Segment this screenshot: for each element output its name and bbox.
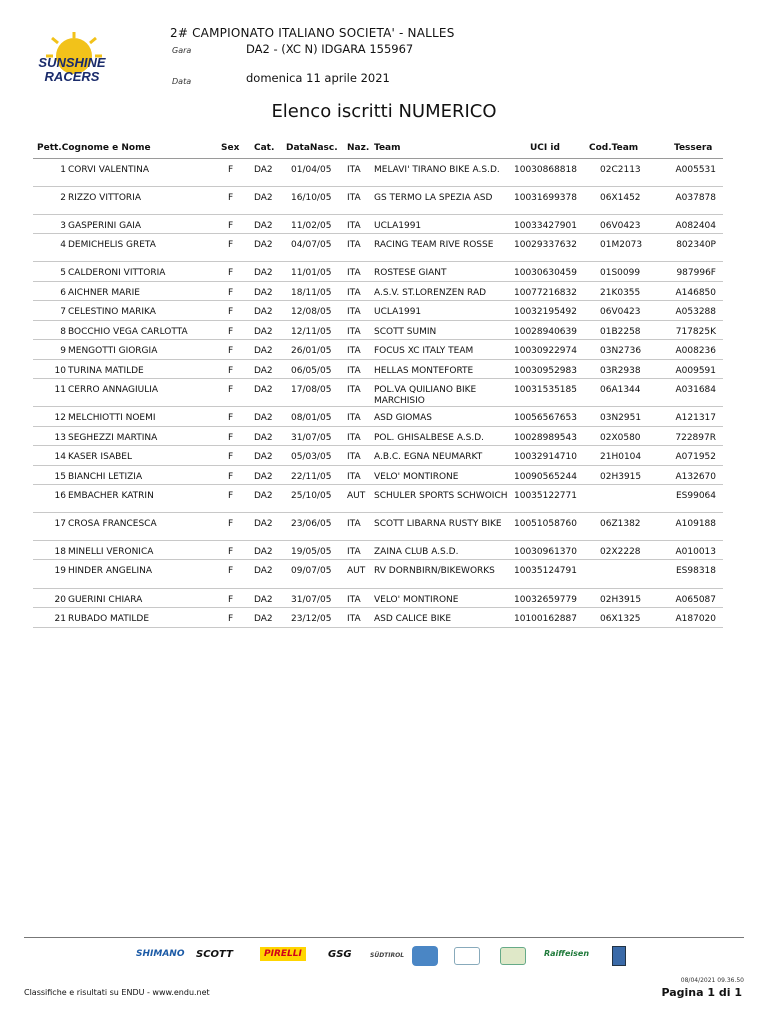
entry-team-code: 02H3915 <box>600 595 642 605</box>
entry-team-code: 03N2736 <box>600 346 642 356</box>
entry-tessera: ES99064 <box>675 491 716 501</box>
entry-nation: ITA <box>347 366 361 376</box>
entry-uci-id: 10056567653 <box>514 413 577 423</box>
source-note: Classifiche e risultati su ENDU - www.endu.net <box>24 988 210 997</box>
entry-team: POL.VA QUILIANO BIKE MARCHISIO <box>374 385 477 406</box>
entry-name: AICHNER MARIE <box>68 288 140 298</box>
entry-name: GUERINI CHIARA <box>68 595 143 605</box>
entry-number: 15 <box>54 472 66 482</box>
entry-category: DA2 <box>254 452 273 462</box>
entry-name: RUBADO MATILDE <box>68 614 150 624</box>
entry-category: DA2 <box>254 566 273 576</box>
entry-uci-id: 10035122771 <box>514 491 577 501</box>
entry-sex: F <box>228 452 234 462</box>
entry-number: 2 <box>60 193 66 203</box>
sponsor-shimano: SHIMANO <box>136 949 185 959</box>
entry-number: 19 <box>54 566 66 576</box>
entry-team: SCOTT SUMIN <box>374 327 437 337</box>
entry-number: 12 <box>54 413 66 423</box>
entry-tessera: A053288 <box>675 307 716 317</box>
entry-team-code: 02C2113 <box>600 165 641 175</box>
entry-team-code: 02X2228 <box>600 547 641 557</box>
entry-team: GS TERMO LA SPEZIA ASD <box>374 193 493 203</box>
sunshine-racers-logo <box>22 32 122 90</box>
entry-tessera: A109188 <box>675 519 716 529</box>
entry-sex: F <box>228 519 234 529</box>
entry-uci-id: 10090565244 <box>514 472 577 482</box>
entry-category: DA2 <box>254 595 273 605</box>
entry-team: HELLAS MONTEFORTE <box>374 366 474 376</box>
entry-name: KASER ISABEL <box>68 452 132 462</box>
entry-sex: F <box>228 327 234 337</box>
sponsor-crest <box>612 946 626 966</box>
entry-name: BOCCHIO VEGA CARLOTTA <box>68 327 188 337</box>
entry-category: DA2 <box>254 307 273 317</box>
entry-category: DA2 <box>254 268 273 278</box>
entry-birthdate: 25/10/05 <box>291 491 332 501</box>
timestamp: 08/04/2021 09.36.50 <box>680 977 744 984</box>
row-divider <box>33 300 723 301</box>
col-cat: Cat. <box>254 143 275 153</box>
entry-sex: F <box>228 413 234 423</box>
entry-name: MENGOTTI GIORGIA <box>68 346 158 356</box>
header-rule <box>33 158 723 159</box>
svg-text:SUNSHINE: SUNSHINE <box>38 55 106 70</box>
entry-team: POL. GHISALBESE A.S.D. <box>374 433 485 443</box>
entry-category: DA2 <box>254 366 273 376</box>
entry-team-code: 01M2073 <box>600 240 643 250</box>
entry-name: CALDERONI VITTORIA <box>68 268 166 278</box>
entry-number: 13 <box>54 433 66 443</box>
entry-team: RV DORNBIRN/BIKEWORKS <box>374 566 495 576</box>
entry-number: 3 <box>60 221 66 231</box>
entry-birthdate: 31/07/05 <box>291 433 332 443</box>
entry-name: SEGHEZZI MARTINA <box>68 433 158 443</box>
entry-uci-id: 10030961370 <box>514 547 577 557</box>
col-date: DataNasc. <box>286 143 338 153</box>
entry-tessera: 802340P <box>676 240 716 250</box>
entry-team: A.S.V. ST.LORENZEN RAD <box>374 288 487 298</box>
entry-uci-id: 10032195492 <box>514 307 577 317</box>
entry-uci-id: 10032659779 <box>514 595 577 605</box>
entry-team: A.B.C. EGNA NEUMARKT <box>374 452 483 462</box>
entry-team-code: 06X1325 <box>600 614 641 624</box>
entry-team-code: 06A1344 <box>600 385 641 395</box>
entry-birthdate: 19/05/05 <box>291 547 332 557</box>
svg-text:RACERS: RACERS <box>44 69 100 84</box>
row-divider <box>33 214 723 215</box>
row-divider <box>33 607 723 608</box>
entry-uci-id: 10030630459 <box>514 268 577 278</box>
entry-birthdate: 08/01/05 <box>291 413 332 423</box>
entry-sex: F <box>228 288 234 298</box>
entry-uci-id: 10030868818 <box>514 165 577 175</box>
entry-birthdate: 26/01/05 <box>291 346 332 356</box>
entry-birthdate: 04/07/05 <box>291 240 332 250</box>
entry-sex: F <box>228 566 234 576</box>
entry-sex: F <box>228 307 234 317</box>
entry-number: 14 <box>54 452 66 462</box>
row-divider <box>33 484 723 485</box>
entry-uci-id: 10051058760 <box>514 519 577 529</box>
entry-nation: ITA <box>347 385 361 395</box>
entry-team-code: 02X0580 <box>600 433 641 443</box>
col-tessera: Tessera <box>674 143 713 153</box>
gara-label: Gara <box>172 46 192 55</box>
col-uci: UCI id <box>530 143 560 153</box>
row-divider <box>33 320 723 321</box>
entry-nation: ITA <box>347 327 361 337</box>
sponsor-strip <box>136 945 636 973</box>
sponsor-badge-blue <box>412 946 438 966</box>
entry-tessera: A010013 <box>675 547 716 557</box>
entry-team: ASD CALICE BIKE <box>374 614 452 624</box>
entry-tessera: A071952 <box>675 452 716 462</box>
row-divider <box>33 445 723 446</box>
entry-team: MELAVI' TIRANO BIKE A.S.D. <box>374 165 500 175</box>
entry-team: UCLA1991 <box>374 221 422 231</box>
entry-category: DA2 <box>254 165 273 175</box>
entry-nation: ITA <box>347 614 361 624</box>
entry-tessera: 987996F <box>676 268 716 278</box>
entry-category: DA2 <box>254 221 273 231</box>
entry-sex: F <box>228 366 234 376</box>
entry-number: 5 <box>60 268 66 278</box>
col-sex: Sex <box>221 143 240 153</box>
entry-category: DA2 <box>254 193 273 203</box>
entry-nation: ITA <box>347 595 361 605</box>
event-title: 2# CAMPIONATO ITALIANO SOCIETA' - NALLES <box>170 26 455 40</box>
row-divider <box>33 426 723 427</box>
entry-team-code: 06X1452 <box>600 193 641 203</box>
entry-uci-id: 10030952983 <box>514 366 577 376</box>
entry-sex: F <box>228 165 234 175</box>
entry-tessera: A187020 <box>675 614 716 624</box>
entry-tessera: A132670 <box>675 472 716 482</box>
gara-value: DA2 - (XC N) IDGARA 155967 <box>246 42 414 56</box>
entry-sex: F <box>228 385 234 395</box>
entry-birthdate: 18/11/05 <box>291 288 332 298</box>
data-label: Data <box>172 77 192 86</box>
entry-uci-id: 10028989543 <box>514 433 577 443</box>
sponsor-sudtirol: SÜDTIROL <box>370 952 405 959</box>
entry-category: DA2 <box>254 472 273 482</box>
data-value: domenica 11 aprile 2021 <box>246 71 390 85</box>
sponsor-scott: SCOTT <box>196 949 233 960</box>
entry-category: DA2 <box>254 346 273 356</box>
entry-tessera: A065087 <box>675 595 716 605</box>
entry-nation: ITA <box>347 346 361 356</box>
sponsor-raiffeisen: Raiffeisen <box>544 949 590 958</box>
entry-birthdate: 06/05/05 <box>291 366 332 376</box>
entry-team: ZAINA CLUB A.S.D. <box>374 547 459 557</box>
entry-name: BIANCHI LETIZIA <box>68 472 143 482</box>
col-team: Team <box>374 143 401 153</box>
row-divider <box>33 627 723 628</box>
entry-nation: ITA <box>347 519 361 529</box>
entry-number: 21 <box>54 614 66 624</box>
entry-number: 17 <box>54 519 66 529</box>
entry-birthdate: 31/07/05 <box>291 595 332 605</box>
entry-nation: ITA <box>347 472 361 482</box>
row-divider <box>33 588 723 589</box>
entry-sex: F <box>228 240 234 250</box>
entry-number: 9 <box>60 346 66 356</box>
entry-sex: F <box>228 346 234 356</box>
entry-nation: ITA <box>347 268 361 278</box>
entry-birthdate: 11/02/05 <box>291 221 332 231</box>
entry-nation: AUT <box>347 491 366 501</box>
entry-team-code: 21K0355 <box>600 288 641 298</box>
entry-team-code: 02H3915 <box>600 472 642 482</box>
entry-team: UCLA1991 <box>374 307 422 317</box>
entry-tessera: 722897R <box>675 433 716 443</box>
entry-uci-id: 10035124791 <box>514 566 577 576</box>
entry-team-code: 01S0099 <box>600 268 641 278</box>
entry-team: RACING TEAM RIVE ROSSE <box>374 240 494 250</box>
entry-tessera: A005531 <box>675 165 716 175</box>
entry-uci-id: 10100162887 <box>514 614 577 624</box>
entry-number: 1 <box>60 165 66 175</box>
entry-nation: ITA <box>347 413 361 423</box>
entry-sex: F <box>228 433 234 443</box>
entry-sex: F <box>228 472 234 482</box>
entry-number: 18 <box>54 547 66 557</box>
entry-team: ASD GIOMAS <box>374 413 433 423</box>
col-naz: Naz. <box>347 143 370 153</box>
entry-nation: ITA <box>347 165 361 175</box>
entry-number: 20 <box>54 595 66 605</box>
entry-name: CERRO ANNAGIULIA <box>68 385 159 395</box>
row-divider <box>33 261 723 262</box>
entry-tessera: A121317 <box>675 413 716 423</box>
entry-category: DA2 <box>254 519 273 529</box>
entry-sex: F <box>228 595 234 605</box>
entry-team: FOCUS XC ITALY TEAM <box>374 346 474 356</box>
entry-tessera: A082404 <box>675 221 716 231</box>
entry-number: 8 <box>60 327 66 337</box>
entry-tessera: 717825K <box>675 327 716 337</box>
entry-number: 4 <box>60 240 66 250</box>
entry-uci-id: 10077216832 <box>514 288 577 298</box>
entry-number: 11 <box>54 385 66 395</box>
entry-team-code: 06V0423 <box>600 307 641 317</box>
entry-category: DA2 <box>254 547 273 557</box>
row-divider <box>33 465 723 466</box>
entry-nation: ITA <box>347 288 361 298</box>
sponsor-badge-forst <box>500 947 526 965</box>
entry-team: SCHULER SPORTS SCHWOICH <box>374 491 508 501</box>
entry-category: DA2 <box>254 433 273 443</box>
entry-nation: ITA <box>347 193 361 203</box>
entry-name: DEMICHELIS GRETA <box>68 240 156 250</box>
row-divider <box>33 233 723 234</box>
entry-team: SCOTT LIBARNA RUSTY BIKE <box>374 519 502 529</box>
entry-birthdate: 01/04/05 <box>291 165 332 175</box>
entry-birthdate: 12/11/05 <box>291 327 332 337</box>
row-divider <box>33 186 723 187</box>
entry-number: 7 <box>60 307 66 317</box>
row-divider <box>33 378 723 379</box>
entry-name: TURINA MATILDE <box>68 366 144 376</box>
entry-name: RIZZO VITTORIA <box>68 193 141 203</box>
entry-name: CORVI VALENTINA <box>68 165 150 175</box>
row-divider <box>33 540 723 541</box>
entry-sex: F <box>228 491 234 501</box>
entry-tessera: ES98318 <box>675 566 716 576</box>
entry-uci-id: 10031535185 <box>514 385 577 395</box>
page-title: Elenco iscritti NUMERICO <box>271 101 497 122</box>
entry-sex: F <box>228 547 234 557</box>
entry-nation: ITA <box>347 547 361 557</box>
entry-team-code: 21H0104 <box>600 452 642 462</box>
entry-birthdate: 05/03/05 <box>291 452 332 462</box>
entry-team-code: 06V0423 <box>600 221 641 231</box>
col-cod: Cod.Team <box>589 143 639 153</box>
entry-category: DA2 <box>254 288 273 298</box>
col-name: Pett.Cognome e Nome <box>37 143 151 153</box>
entry-uci-id: 10032914710 <box>514 452 577 462</box>
entry-sex: F <box>228 614 234 624</box>
entry-team: ROSTESE GIANT <box>374 268 447 278</box>
entry-category: DA2 <box>254 413 273 423</box>
entry-name: HINDER ANGELINA <box>68 566 152 576</box>
row-divider <box>33 406 723 407</box>
row-divider <box>33 559 723 560</box>
entry-uci-id: 10029337632 <box>514 240 577 250</box>
row-divider <box>33 512 723 513</box>
entry-tessera: A031684 <box>675 385 716 395</box>
entry-birthdate: 12/08/05 <box>291 307 332 317</box>
entry-name: CROSA FRANCESCA <box>68 519 157 529</box>
entry-birthdate: 09/07/05 <box>291 566 332 576</box>
entry-uci-id: 10033427901 <box>514 221 577 231</box>
entry-nation: ITA <box>347 433 361 443</box>
entry-number: 16 <box>54 491 66 501</box>
entry-nation: AUT <box>347 566 366 576</box>
entry-name: MINELLI VERONICA <box>68 547 154 557</box>
sponsor-pirelli: PIRELLI <box>260 947 306 961</box>
entry-birthdate: 17/08/05 <box>291 385 332 395</box>
sponsor-badge-nals <box>454 947 480 965</box>
entry-uci-id: 10031699378 <box>514 193 577 203</box>
entry-category: DA2 <box>254 240 273 250</box>
entry-team: VELO' MONTIRONE <box>374 595 459 605</box>
entry-nation: ITA <box>347 307 361 317</box>
entry-team: VELO' MONTIRONE <box>374 472 459 482</box>
entry-sex: F <box>228 268 234 278</box>
entry-name: CELESTINO MARIKA <box>68 307 156 317</box>
entry-team-code: 06Z1382 <box>600 519 641 529</box>
entry-tessera: A037878 <box>675 193 716 203</box>
row-divider <box>33 359 723 360</box>
entry-category: DA2 <box>254 385 273 395</box>
entry-number: 6 <box>60 288 66 298</box>
entry-uci-id: 10030922974 <box>514 346 577 356</box>
entry-team-code: 01B2258 <box>600 327 641 337</box>
entry-birthdate: 22/11/05 <box>291 472 332 482</box>
entry-birthdate: 16/10/05 <box>291 193 332 203</box>
entry-category: DA2 <box>254 491 273 501</box>
table-header <box>0 143 768 157</box>
entry-category: DA2 <box>254 327 273 337</box>
sponsor-gsg: GSG <box>328 949 352 960</box>
entry-team-code: 03R2938 <box>600 366 641 376</box>
row-divider <box>33 339 723 340</box>
entry-number: 10 <box>54 366 66 376</box>
entry-birthdate: 23/12/05 <box>291 614 332 624</box>
entry-birthdate: 11/01/05 <box>291 268 332 278</box>
entry-team-code: 03N2951 <box>600 413 642 423</box>
entry-nation: ITA <box>347 240 361 250</box>
footer-rule <box>24 937 744 938</box>
entry-nation: ITA <box>347 221 361 231</box>
entry-birthdate: 23/06/05 <box>291 519 332 529</box>
entry-sex: F <box>228 221 234 231</box>
page-number: Pagina 1 di 1 <box>661 986 742 999</box>
entry-uci-id: 10028940639 <box>514 327 577 337</box>
entry-category: DA2 <box>254 614 273 624</box>
entry-name: EMBACHER KATRIN <box>68 491 154 501</box>
entry-tessera: A146850 <box>675 288 716 298</box>
entry-name: MELCHIOTTI NOEMI <box>68 413 156 423</box>
entry-sex: F <box>228 193 234 203</box>
row-divider <box>33 281 723 282</box>
entry-nation: ITA <box>347 452 361 462</box>
entry-name: GASPERINI GAIA <box>68 221 142 231</box>
entry-tessera: A009591 <box>675 366 716 376</box>
entry-tessera: A008236 <box>675 346 716 356</box>
